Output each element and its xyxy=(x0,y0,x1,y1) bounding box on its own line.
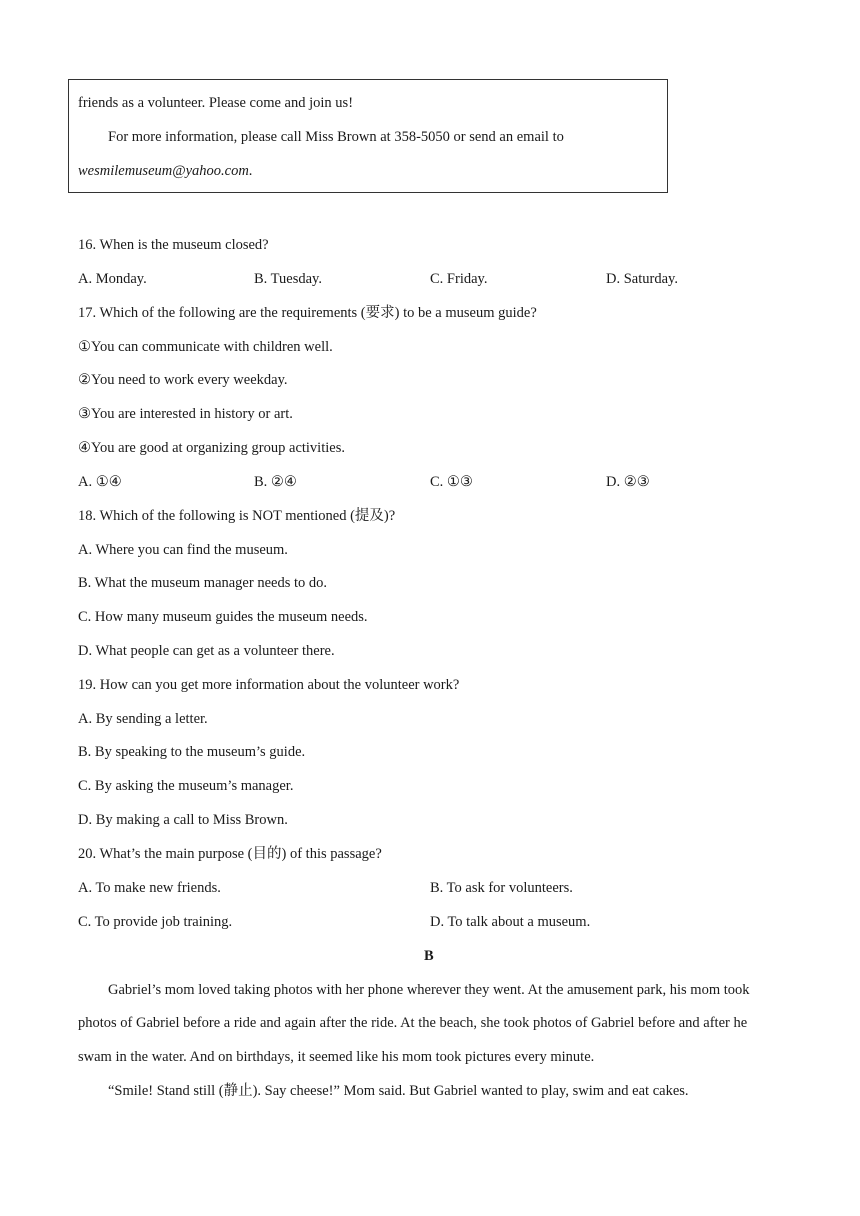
q16-option-c: C. Friday. xyxy=(430,271,488,287)
passage-b-line-2: photos of Gabriel before a ride and again after the ride. At the beach, she took photos of Gabriel before and after he xyxy=(78,1015,748,1031)
q16-option-b: B. Tuesday. xyxy=(254,271,322,287)
q20-option-d: D. To talk about a museum. xyxy=(430,914,591,930)
q20-option-a: A. To make new friends. xyxy=(78,880,221,896)
question-16: 16. When is the museum closed? xyxy=(78,237,269,253)
q19-option-d: D. By making a call to Miss Brown. xyxy=(78,812,288,828)
q19-option-c: C. By asking the museum’s manager. xyxy=(78,778,294,794)
box-line-1: friends as a volunteer. Please come and join us! xyxy=(78,95,354,111)
q17-option-d: D. ②③ xyxy=(606,474,650,490)
q19-option-b: B. By speaking to the museum’s guide. xyxy=(78,744,306,760)
question-17: 17. Which of the following are the requirements (要求) to be a museum guide? xyxy=(78,305,537,321)
q18-option-a: A. Where you can find the museum. xyxy=(78,542,288,558)
q20-option-c: C. To provide job training. xyxy=(78,914,233,930)
q16-option-a: A. Monday. xyxy=(78,271,147,287)
q16-option-d: D. Saturday. xyxy=(606,271,678,287)
q19-option-a: A. By sending a letter. xyxy=(78,711,208,727)
box-line-3 xyxy=(78,161,252,181)
q18-option-d: D. What people can get as a volunteer there. xyxy=(78,643,335,659)
passage-b-line-3: swam in the water. And on birthdays, it seemed like his mom took pictures every minute. xyxy=(78,1049,595,1065)
email-address: wesmilemuseum@yahoo.com xyxy=(78,163,249,179)
q17-item-2: ②You need to work every weekday. xyxy=(78,372,288,388)
q18-option-c: C. How many museum guides the museum needs. xyxy=(78,609,368,625)
passage-b-line-4: “Smile! Stand still (静止). Say cheese!” Mom said. But Gabriel wanted to play, swim and eat cakes. xyxy=(108,1083,689,1099)
q20-option-b: B. To ask for volunteers. xyxy=(430,880,573,896)
question-19: 19. How can you get more information about the volunteer work? xyxy=(78,677,460,693)
q17-item-4: ④You are good at organizing group activities. xyxy=(78,440,345,456)
box-line-2: For more information, please call Miss Brown at 358-5050 or send an email to xyxy=(108,129,564,145)
q18-option-b: B. What the museum manager needs to do. xyxy=(78,575,327,591)
question-20: 20. What’s the main purpose (目的) of this passage? xyxy=(78,846,382,862)
section-heading: B xyxy=(424,948,434,964)
q17-item-3: ③You are interested in history or art. xyxy=(78,406,293,422)
q17-option-a: A. ①④ xyxy=(78,474,122,490)
passage-b-line-1: Gabriel’s mom loved taking photos with her phone wherever they went. At the amusement park, his mom took xyxy=(108,982,750,998)
q17-option-c: C. ①③ xyxy=(430,474,473,490)
q17-item-1: ①You can communicate with children well. xyxy=(78,339,333,355)
email-tail: . xyxy=(248,163,253,179)
q17-option-b: B. ②④ xyxy=(254,474,297,490)
question-18: 18. Which of the following is NOT mentioned (提及)? xyxy=(78,508,396,524)
